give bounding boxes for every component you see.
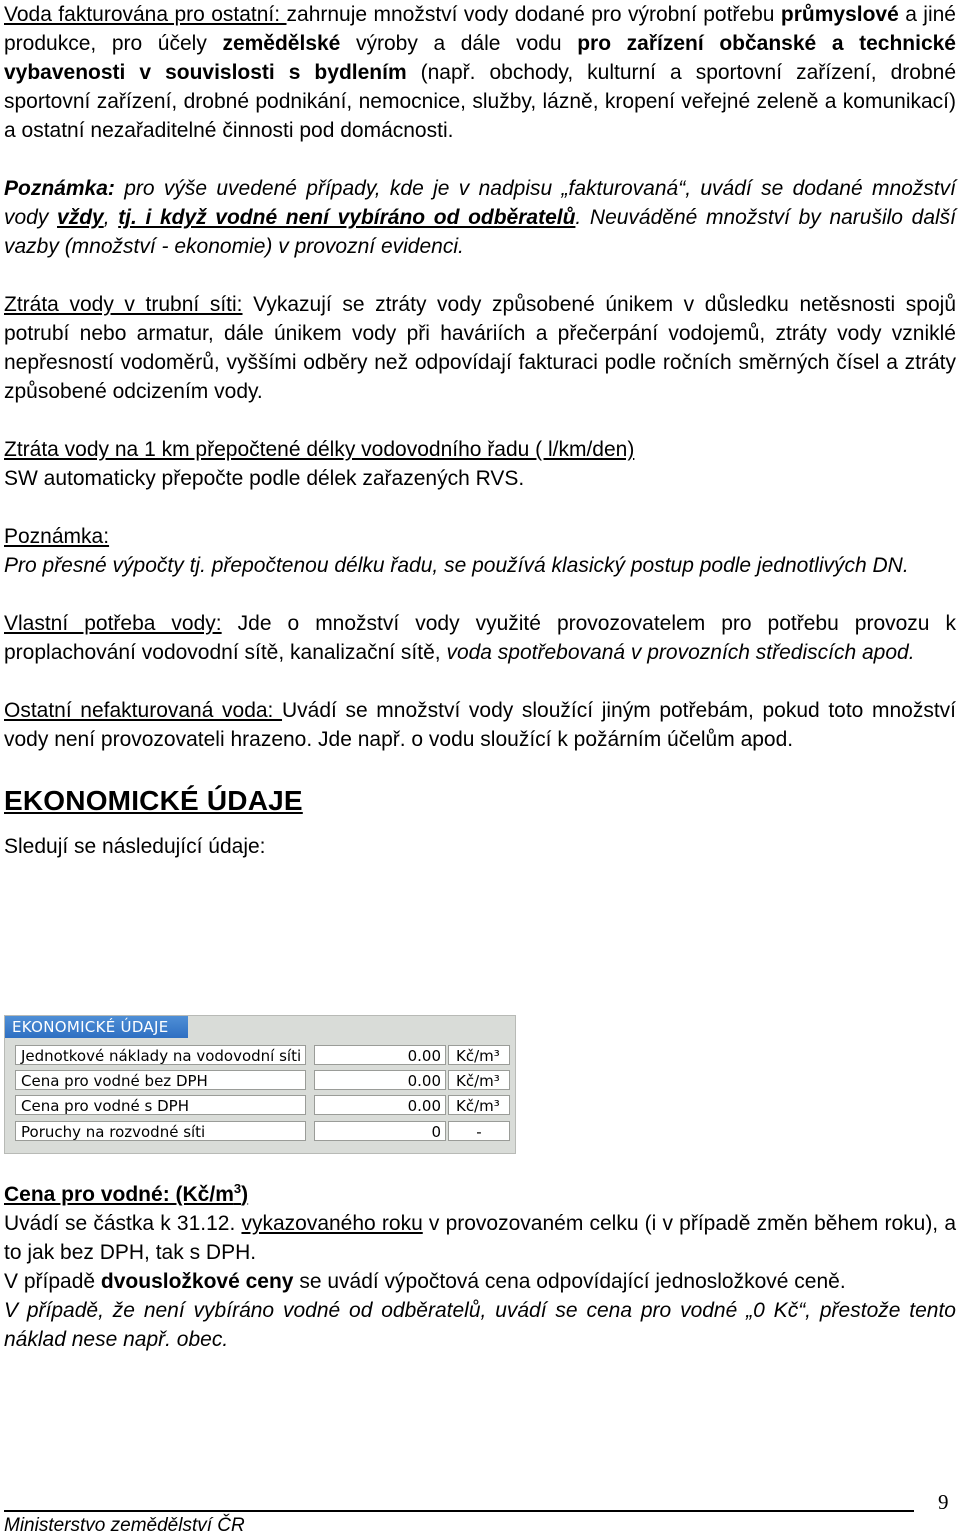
footer-ministry: Ministerstvo zemědělství ČR [4,1515,245,1536]
paragraph-loss-per-km: Ztráta vody na 1 km přepočtené délky vodovodního řadu ( l/km/den) SW automaticky přepočte podle délek zařazených RVS. [4,438,635,490]
paragraph-own-consumption: Vlastní potřeba vody: Jde o množství vody využité provozovatelem pro potřebu provozu k proplachování vodovodní sítě, kanalizační sítě, voda spotřebovaná v provozních střediscích apod. [4,612,956,664]
term-billed-other: Voda fakturována pro ostatní: [4,3,287,26]
note-billed: Poznámka: pro výše uvedené případy, kde je v nadpisu „fakturovaná“, uvádí se dodané množství vody vždy, tj. i když vodné není vybíráno od odběratelů. Neuváděné množství by narušilo další vazby (množství - ekonomie) v provozní evidenci. [4,177,956,258]
term-other-unbilled: Ostatní nefakturovaná voda: [4,699,283,722]
paragraph-billed-other: Voda fakturována pro ostatní: zahrnuje množství vody dodané pro výrobní potřebu průmyslové a jiné produkce, pro účely zemědělské výroby a dále vodu pro zařízení občanské a technické vybavenosti v souvislosti s bydlením (např. obchody, kulturní a sportovní zařízení, drobné sportovní zařízení, drobné podnikání, nemocnice, služby, lázně, kropení veřejné zeleně a komunikací) a ostatní nezařaditelné činnosti pod domácnosti. [4,3,956,142]
note-label: Poznámka: [4,177,115,200]
paragraph-other-unbilled: Ostatní nefakturovaná voda: Uvádí se množství vody sloužící jiným potřebám, pokud toto množství vody není provozovateli hrazeno. Jde např. o vodu sloužící k požárním účelům apod. [4,699,956,751]
field-label: Cena pro vodné bez DPH [15,1070,306,1090]
price-with-vat-input[interactable]: 0.00 [314,1095,446,1115]
panel-row-price-with-vat [15,1095,511,1117]
term-network-loss: Ztráta vody v trubní síti: [4,293,243,316]
document-body [4,0,956,861]
section-heading-economic: EKONOMICKÉ ÚDAJE [4,785,303,816]
price-without-vat-input[interactable]: 0.00 [314,1070,446,1090]
footer-rule [4,1510,914,1512]
price-text-1: Uvádí se částka k 31.12. vykazovaného roku v provozovaném celku (i v případě změn během roku), a to jak bez DPH, tak s DPH. [4,1212,956,1264]
panel-title: EKONOMICKÉ ÚDAJE [5,1016,188,1038]
economic-data-panel [4,1015,516,1154]
price-heading: Cena pro vodné: $(Kč/m^3)$ [4,1181,249,1206]
price-section [4,1180,956,1354]
paragraph-network-loss: Ztráta vody v trubní síti: Vykazují se ztráty vody způsobené únikem v důsledku netěsnosti spojů potrubí nebo armatur, dále únikem vody při haváriích a přečerpání vodojemů, ztráty vody vzniklé nepřesností vodoměrů, vyššími odběry než odpovídají fakturaci podle ročních směrných čísel a ztráty způsobené odcizením vody. [4,293,956,403]
field-label: Cena pro vodné s DPH [15,1095,306,1115]
field-label: Poruchy na rozvodné síti [15,1121,306,1141]
field-label: Jednotkové náklady na vodovodní síti [15,1045,306,1065]
panel-row-price-without-vat [15,1070,511,1092]
price-text-3: V případě, že není vybíráno vodné od odběratelů, uvádí se cena pro vodné „0 Kč“, přestože tento náklad nese např. obec. [4,1299,956,1351]
unit-costs-input[interactable]: 0.00 [314,1045,446,1065]
field-unit: Kč/m³ [448,1045,510,1065]
note-label: Poznámka: [4,525,110,548]
note-precise: Poznámka: Pro přesné výpočty tj. přepočtenou délku řadu, se používá klasický postup podle jednotlivých DN. [4,525,909,577]
field-unit: - [448,1121,510,1141]
price-text-2: V případě dvousložkové ceny se uvádí výpočtová cena odpovídající jednosložkové ceně. [4,1270,846,1293]
intro-text: Sledují se následující údaje: [4,835,266,858]
page-number: 9 [938,1490,949,1514]
field-unit: Kč/m³ [448,1095,510,1115]
panel-row-unit-costs [15,1045,511,1067]
failures-input[interactable]: 0 [314,1121,446,1141]
field-unit: Kč/m³ [448,1070,510,1090]
term-own-consumption: Vlastní potřeba vody: [4,612,222,635]
term-loss-per-km: Ztráta vody na 1 km přepočtené délky vodovodního řadu ( l/km/den) [4,438,635,461]
panel-row-failures [15,1121,511,1143]
